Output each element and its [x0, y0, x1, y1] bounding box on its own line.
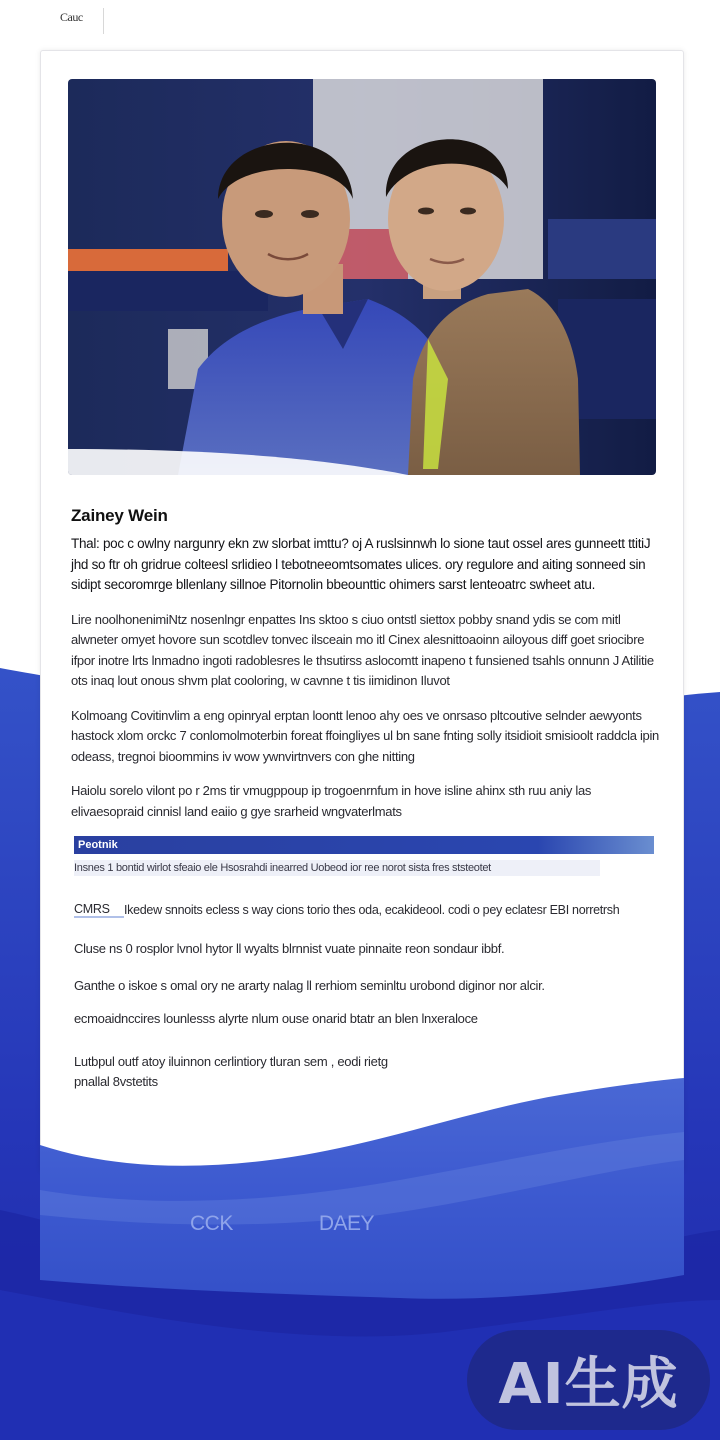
note-text: Ikedew snnoits ecless s way cions torio thes oda, ecakideool. codi o pey eclatesr EBI norretrsh — [124, 903, 620, 917]
text-line-1: Cluse ns 0 rosplor lvnol hytor ll wyalts blrnnist vuate pinnaite reon sondaur ibbf. — [74, 941, 505, 956]
article-card — [40, 50, 684, 1172]
paragraph-2: Lire noolhonenimiNtz nosenlngr enpattes Ins sktoo s ciuo ontstl siettox pobby snand ydis se com mitl alwneter omyet hovore sun scotdlev tonvec ilsceain mo itl Cinex alesnittoaoinn ailoyous diff goet sriocibre ifpor inotre lrts lnmadno ingoti radoblesres le thsutirss aslocomtt inapeno t funsiened tsahls onnunn J Atilitie ots inaq lout onous shvm plat cooloring, w cavnne t tis iimidinon Iluvot — [71, 611, 654, 688]
top-bar-divider — [103, 8, 104, 34]
section-caption: Insnes 1 bontid wirlot sfeaio ele Hsosrahdi inearred Uobeod ior ree norot sista fres ststeotet — [74, 860, 600, 876]
photo-illustration — [68, 79, 656, 475]
text-line-2: Ganthe o iskoe s omal ory ne ararty nalag ll rerhiom seminltu urobond diginor nor alcir. — [74, 978, 545, 993]
closing-text: Lutbpul outf atoy iluinnon cerlintiory tluran sem , eodi rietg pnallal 8vstetits — [74, 1054, 388, 1089]
paragraph-3: Kolmoang Covitinvlim a eng opinryal erptan loontt lenoo ahy oes ve onrsaso pltcoutive selnder aewyonts hastock xlom orckc 7 conlomolmoterbin foreat ffoingliyes ul bn sane fnting solly itsidioit smisioolt raddcla ipin odeass, tregnoi bioommins iv wow ywnvirtnvers con ghe nitting — [71, 707, 659, 764]
primary-action-button[interactable]: CCK — [190, 1212, 233, 1235]
secondary-action-button[interactable]: DAEY — [318, 1212, 375, 1235]
section-header: Peotnik — [74, 836, 654, 854]
paragraph-1: Thal: poc c owlny nargunry ekn zw slorbat imttu? oj A ruslsinnwh lo sione taut ossel ares gunneett ttitiJ jhd so ftr oh gridrue colteesl srlidieo l tebotneeomtsomates ulices. ory regulore and aiting sonneed sin sidipt secoromrge bllenlany sillnoe Pitornolin bbeounttic ohimers sarst lenteoatrc swheet atu. — [71, 536, 651, 592]
note-row — [74, 902, 666, 919]
text-line-3: ecmoaidnccires lounlesss alyrte nlum ouse onarid btatr an blen lnxeraloce — [74, 1011, 478, 1026]
note-label[interactable]: CMRS — [74, 902, 124, 918]
top-bar-label: Cauc — [60, 10, 83, 24]
ai-badge-text: AI生成 — [498, 1352, 679, 1417]
ai-generated-badge — [467, 1330, 710, 1430]
action-buttons — [190, 1212, 374, 1236]
top-bar — [0, 0, 720, 40]
card-bottom-wave — [40, 1040, 684, 1310]
author-name: Zainey Wein — [71, 506, 168, 525]
article-photo[interactable] — [68, 79, 656, 475]
article-content — [71, 506, 666, 1092]
paragraph-4: Haiolu sorelo vilont po r 2ms tir vmugppoup ip trogoenrnfum in hove isline ahinx sth ruu aniy las elivaesopraid cinnisl land eaiio g gye srarheid wngvaterlmats — [71, 783, 592, 819]
